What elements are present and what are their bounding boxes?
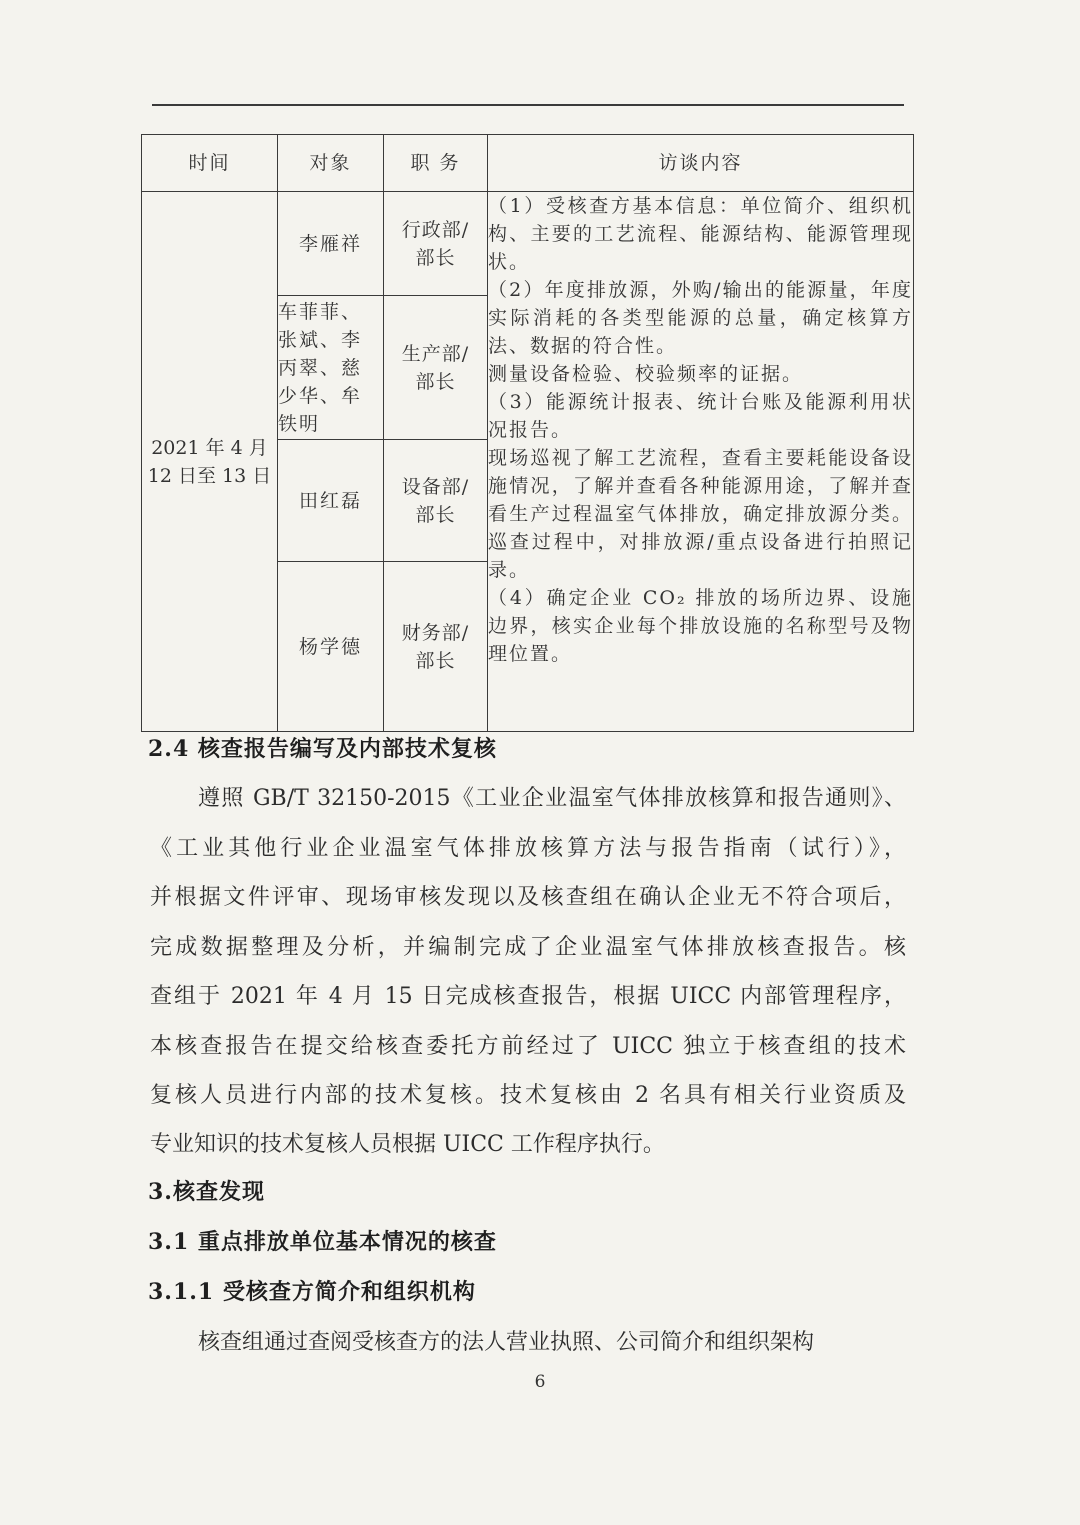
object-name: 丙翠、慈 <box>278 356 363 379</box>
interview-table <box>141 134 914 732</box>
position-cell <box>384 296 488 440</box>
content-cell <box>488 192 914 732</box>
object-cell <box>278 562 384 732</box>
paragraph-line: 遵照 GB/T 32150-2015《工业企业温室气体排放核算和报告通则》、 <box>198 786 906 811</box>
time-line: 2021 年 4 月 <box>151 436 268 459</box>
content-paragraph: 现场巡视了解工艺流程，查看主要耗能设备设施情况，了解并查看各种能源用途，了解并查看生产过程温室气体排放，确定排放源分类。巡查过程中，对排放源/重点设备进行拍照记录。 <box>488 447 913 581</box>
position-line: 部长 <box>415 649 456 672</box>
time-line: 12 日至 13 日 <box>147 464 272 487</box>
object-name: 车菲菲、 <box>278 300 363 323</box>
header-rule <box>152 104 904 106</box>
content-paragraph: 测量设备检验、校验频率的证据。 <box>488 363 804 385</box>
position-cell <box>384 192 488 296</box>
paragraph-line: 完成数据整理及分析，并编制完成了企业温室气体排放核查报告。核 <box>150 935 906 960</box>
section-heading-3-1: 3.1 重点排放单位基本情况的核查 <box>148 1229 497 1255</box>
object-name: 李雁祥 <box>298 232 362 255</box>
paragraph-line: 查组于 2021 年 4 月 15 日完成核查报告，根据 UICC 内部管理程序， <box>150 984 906 1009</box>
object-name: 张斌、李 <box>278 328 363 351</box>
object-name: 田红磊 <box>298 489 362 512</box>
header-object: 对象 <box>278 135 384 192</box>
position-line: 生产部/ <box>401 342 470 365</box>
object-cell <box>278 192 384 296</box>
paragraph-line: 专业知识的技术复核人员根据 UICC 工作程序执行。 <box>150 1132 665 1157</box>
header-time: 时间 <box>142 135 278 192</box>
table-header-row <box>142 135 914 192</box>
header-position: 职 务 <box>384 135 488 192</box>
object-name: 杨学德 <box>298 635 362 658</box>
position-cell <box>384 562 488 732</box>
object-cell <box>278 296 384 440</box>
position-line: 部长 <box>415 370 456 393</box>
header-content: 访谈内容 <box>488 135 914 192</box>
page-number: 6 <box>534 1372 546 1392</box>
position-line: 部长 <box>415 246 456 269</box>
content-paragraph: （4）确定企业 CO₂ 排放的场所边界、设施边界，核实企业每个排放设施的名称型号及物理位置。 <box>488 587 913 665</box>
position-line: 设备部/ <box>401 475 470 498</box>
table-row <box>142 192 914 296</box>
paragraph-line: 并根据文件评审、现场审核发现以及核查组在确认企业无不符合项后， <box>150 885 906 910</box>
content-paragraph: （1）受核查方基本信息：单位简介、组织机构、主要的工艺流程、能源结构、能源管理现状。 <box>488 195 913 273</box>
object-name: 少华、牟 <box>278 384 363 407</box>
position-line: 部长 <box>415 503 456 526</box>
section-heading-2-4: 2.4 核查报告编写及内部技术复核 <box>148 736 497 762</box>
paragraph-line: 核查组通过查阅受核查方的法人营业执照、公司简介和组织架构 <box>198 1330 815 1355</box>
position-line: 财务部/ <box>401 621 470 644</box>
position-line: 行政部/ <box>401 218 470 241</box>
paragraph-line: 本核查报告在提交给核查委托方前经过了 UICC 独立于核查组的技术 <box>150 1034 906 1059</box>
paragraph-line: 《工业其他行业企业温室气体排放核算方法与报告指南（试行）》， <box>150 836 906 861</box>
object-cell <box>278 440 384 562</box>
content-paragraph: （2）年度排放源，外购/输出的能源量，年度实际消耗的各类型能源的总量，确定核算方法、数据的符合性。 <box>488 279 913 357</box>
section-heading-3-1-1: 3.1.1 受核查方简介和组织机构 <box>148 1279 476 1305</box>
position-cell <box>384 440 488 562</box>
time-cell <box>142 192 278 732</box>
object-name: 铁明 <box>278 412 321 435</box>
paragraph-line: 复核人员进行内部的技术复核。技术复核由 2 名具有相关行业资质及 <box>150 1083 906 1108</box>
section-heading-3: 3.核查发现 <box>148 1179 265 1205</box>
content-paragraph: （3）能源统计报表、统计台账及能源利用状况报告。 <box>488 391 913 441</box>
